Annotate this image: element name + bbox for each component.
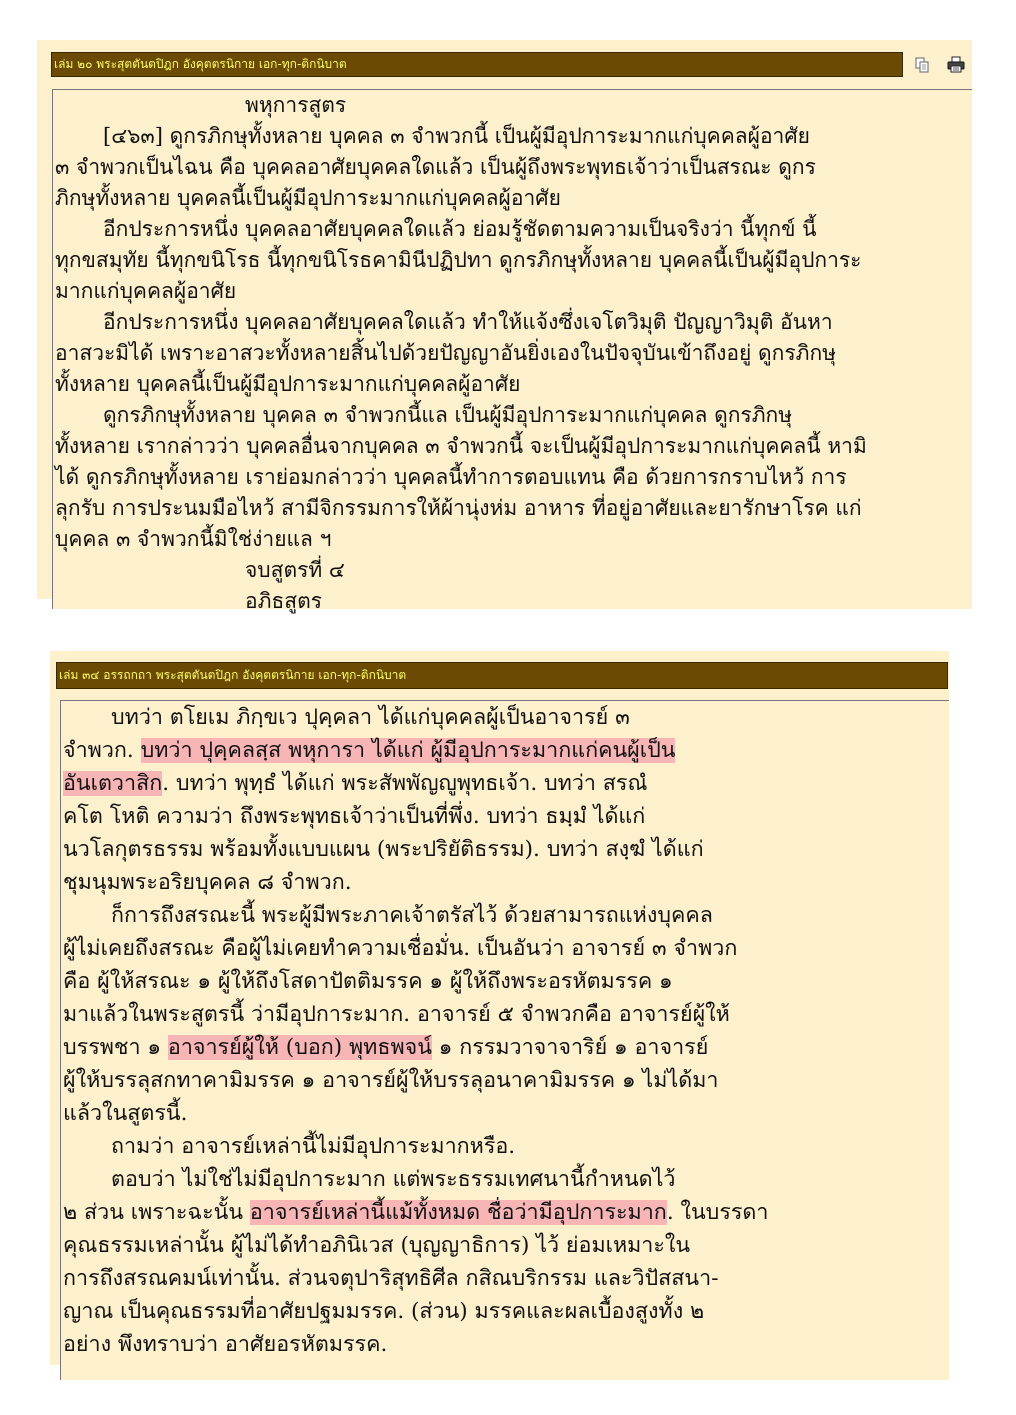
printer-icon[interactable] (947, 56, 965, 74)
text-line: ทุกขสมุทัย นี้ทุกขนิโรธ นี้ทุกขนิโรธคามินีปฏิปทา ดูกรภิกษุทั้งหลาย บุคคลนี้เป็นผู้มีอุปการะ (55, 248, 862, 272)
text-segment: ชุมนุมพระอริยบุคคล ๘ จำพวก. (63, 870, 352, 895)
text-line: ลุกรับ การประนมมือไหว้ สามีจิกรรมการให้ผ้านุ่งห่ม อาหาร ที่อยู่อาศัยและยารักษาโรค แก่ (55, 496, 862, 520)
text-segment: คโต โหติ ความว่า ถึงพระพุทธเจ้าว่าเป็นที่พึ่ง. บทว่า ธมฺมํ ได้แก่ (63, 804, 646, 829)
highlighted-text: อาจารย์เหล่านี้แม้ทั้งหมด ชื่อว่ามีอุปการะมาก (249, 1200, 667, 1225)
panel-title-bar: เล่ม ๒๐ พระสุตตันตปิฎก อังคุตตรนิกาย เอก-ทุก-ติกนิบาต (51, 52, 903, 77)
text-segment: อย่าง พึงทราบว่า อาศัยอรหัตมรรค. (63, 1332, 388, 1357)
text-line: มากแก่บุคคลผู้อาศัย (55, 279, 237, 303)
text-line (111, 1130, 515, 1163)
text-segment: นวโลกุตรธรรม พร้อมทั้งแบบแผน (พระปริยัติธรรม). บทว่า สงฺฆํ ได้แก่ (63, 837, 704, 862)
text-segment: แล้วในสูตรนี้. (63, 1101, 188, 1126)
text-line (63, 932, 737, 965)
text-segment: . ในบรรดา (666, 1200, 769, 1225)
text-line: พหุการสูตร (245, 93, 347, 117)
text-line: ทั้งหลาย บุคคลนี้เป็นผู้มีอุปการะมากแก่บุคคลผู้อาศัย (55, 372, 521, 396)
text-segment: ถามว่า อาจารย์เหล่านี้ไม่มีอุปการะมากหรือ. (111, 1134, 516, 1159)
commentary-text-box (60, 700, 949, 1380)
sutta-text-box (52, 89, 972, 613)
text-segment: ผู้ให้บรรลุสกทาคามิมรรค ๑ อาจารย์ผู้ให้บรรลุอนาคามิมรรค ๑ ไม่ได้มา (63, 1068, 719, 1093)
text-segment: ญาณ เป็นคุณธรรมที่อาศัยปฐมมรรค. (ส่วน) มรรคและผลเบื้องสูงทั้ง ๒ (63, 1299, 705, 1324)
text-line: ดูกรภิกษุทั้งหลาย บุคคล ๓ จำพวกนี้แล เป็นผู้มีอุปการะมากแก่บุคคล ดูกรภิกษุ (103, 403, 793, 427)
text-segment: ก็การถึงสรณะนี้ พระผู้มีพระภาคเจ้าตรัสไว้ ด้วยสามารถแห่งบุคคล (111, 903, 713, 928)
text-line: ทั้งหลาย เรากล่าวว่า บุคคลอื่นจากบุคคล ๓ จำพวกนี้ จะเป็นผู้มีอุปการะมากแก่บุคคลนี้ หามิ (55, 434, 867, 458)
text-line (63, 965, 673, 998)
text-segment: จำพวก. (63, 738, 141, 763)
text-segment: บรรพชา ๑ (63, 1035, 168, 1060)
text-line: อภิธสูตร (245, 589, 323, 613)
text-line (63, 1229, 690, 1262)
text-line (63, 1031, 708, 1064)
text-segment: ๒ ส่วน เพราะฉะนั้น (63, 1200, 250, 1225)
highlighted-text: บทว่า ปุคฺคลสฺส พหุการา ได้แก่ ผู้มีอุปการะมากแก่คนผู้เป็น (140, 738, 676, 763)
text-line (63, 998, 730, 1031)
text-line: จบสูตรที่ ๔ (245, 558, 345, 582)
text-segment: ๑ กรรมวาจาจาริย์ ๑ อาจารย์ (431, 1035, 709, 1060)
text-line (63, 1295, 704, 1328)
text-line: ภิกษุทั้งหลาย บุคคลนี้เป็นผู้มีอุปการะมากแก่บุคคลผู้อาศัย (55, 186, 561, 210)
text-line: อาสวะมิได้ เพราะอาสวะทั้งหลายสิ้นไปด้วยปัญญาอันยิ่งเองในปัจจุบันเข้าถึงอยู่ ดูกรภิกษุ (55, 341, 837, 365)
text-segment: ผู้ไม่เคยถึงสรณะ คือผู้ไม่เคยทำความเชื่อมั่น. เป็นอันว่า อาจารย์ ๓ จำพวก (63, 936, 738, 961)
text-line: [๔๖๓] ดูกรภิกษุทั้งหลาย บุคคล ๓ จำพวกนี้ เป็นผู้มีอุปการะมากแก่บุคคลผู้อาศัย (103, 124, 810, 148)
text-line: ๓ จำพวกเป็นไฉน คือ บุคคลอาศัยบุคคลใดแล้ว เป็นผู้ถึงพระพุทธเจ้าว่าเป็นสรณะ ดูกร (55, 155, 816, 179)
text-line: ได้ ดูกรภิกษุทั้งหลาย เราย่อมกล่าวว่า บุคคลนี้ทำการตอบแทน คือ ด้วยการกราบไหว้ การ (55, 465, 847, 489)
text-line (63, 734, 675, 767)
text-segment: . บทว่า พุทฺธํ ได้แก่ พระสัพพัญญูพุทธเจ้า. บทว่า สรณํ (162, 771, 648, 796)
text-segment: การถึงสรณคมน์เท่านั้น. ส่วนจตุปาริสุทธิศีล กสิณบริกรรม และวิปัสสนา- (63, 1266, 719, 1291)
text-segment: ตอบว่า ไม่ใช่ไม่มีอุปการะมาก แต่พระธรรมเทศนานี้กำหนดไว้ (111, 1167, 676, 1192)
panel-title-bar: เล่ม ๓๔ อรรถกถา พระสุตตันตปิฎก อังคุตตรนิกาย เอก-ทุก-ติกนิบาต (56, 662, 948, 689)
text-line (63, 1064, 718, 1097)
copy-icon[interactable] (913, 56, 931, 74)
text-line (63, 1097, 187, 1130)
highlighted-text: อาจารย์ผู้ให้ (บอก) พุทธพจน์ (167, 1035, 432, 1060)
text-line (111, 1163, 676, 1196)
text-line (111, 701, 630, 734)
text-segment: บทว่า ตโยเม ภิกฺขเว ปุคฺคลา ได้แก่บุคคลผู้เป็นอาจารย์ ๓ (111, 705, 630, 730)
text-line (111, 899, 713, 932)
text-line (63, 1328, 387, 1361)
text-line: บุคคล ๓ จำพวกนี้มิใช่ง่ายแล ฯ (55, 527, 332, 551)
commentary-panel (50, 651, 949, 1365)
text-line: อีกประการหนึ่ง บุคคลอาศัยบุคคลใดแล้ว ย่อมรู้ชัดตามความเป็นจริงว่า นี้ทุกข์ นี้ (103, 217, 817, 241)
text-line (63, 833, 704, 866)
highlighted-text: อันเตวาสิก (63, 771, 163, 796)
text-segment: คือ ผู้ให้สรณะ ๑ ผู้ให้ถึงโสดาปัตติมรรค ๑ ผู้ให้ถึงพระอรหัตมรรค ๑ (63, 969, 673, 994)
text-line (63, 1262, 718, 1295)
text-line (63, 800, 645, 833)
text-segment: คุณธรรมเหล่านั้น ผู้ไม่ได้ทำอภินิเวส (บุญญาธิการ) ไว้ ย่อมเหมาะใน (63, 1233, 691, 1258)
text-line (63, 1196, 768, 1229)
text-line: อีกประการหนึ่ง บุคคลอาศัยบุคคลใดแล้ว ทำให้แจ้งซึ่งเจโตวิมุติ ปัญญาวิมุติ อันหา (103, 310, 833, 334)
tipitaka-panel (37, 40, 972, 613)
text-line (63, 866, 352, 899)
text-segment: มาแล้วในพระสูตรนี้ ว่ามีอุปการะมาก. อาจารย์ ๕ จำพวกคือ อาจารย์ผู้ให้ (63, 1002, 730, 1027)
text-line (63, 767, 647, 800)
